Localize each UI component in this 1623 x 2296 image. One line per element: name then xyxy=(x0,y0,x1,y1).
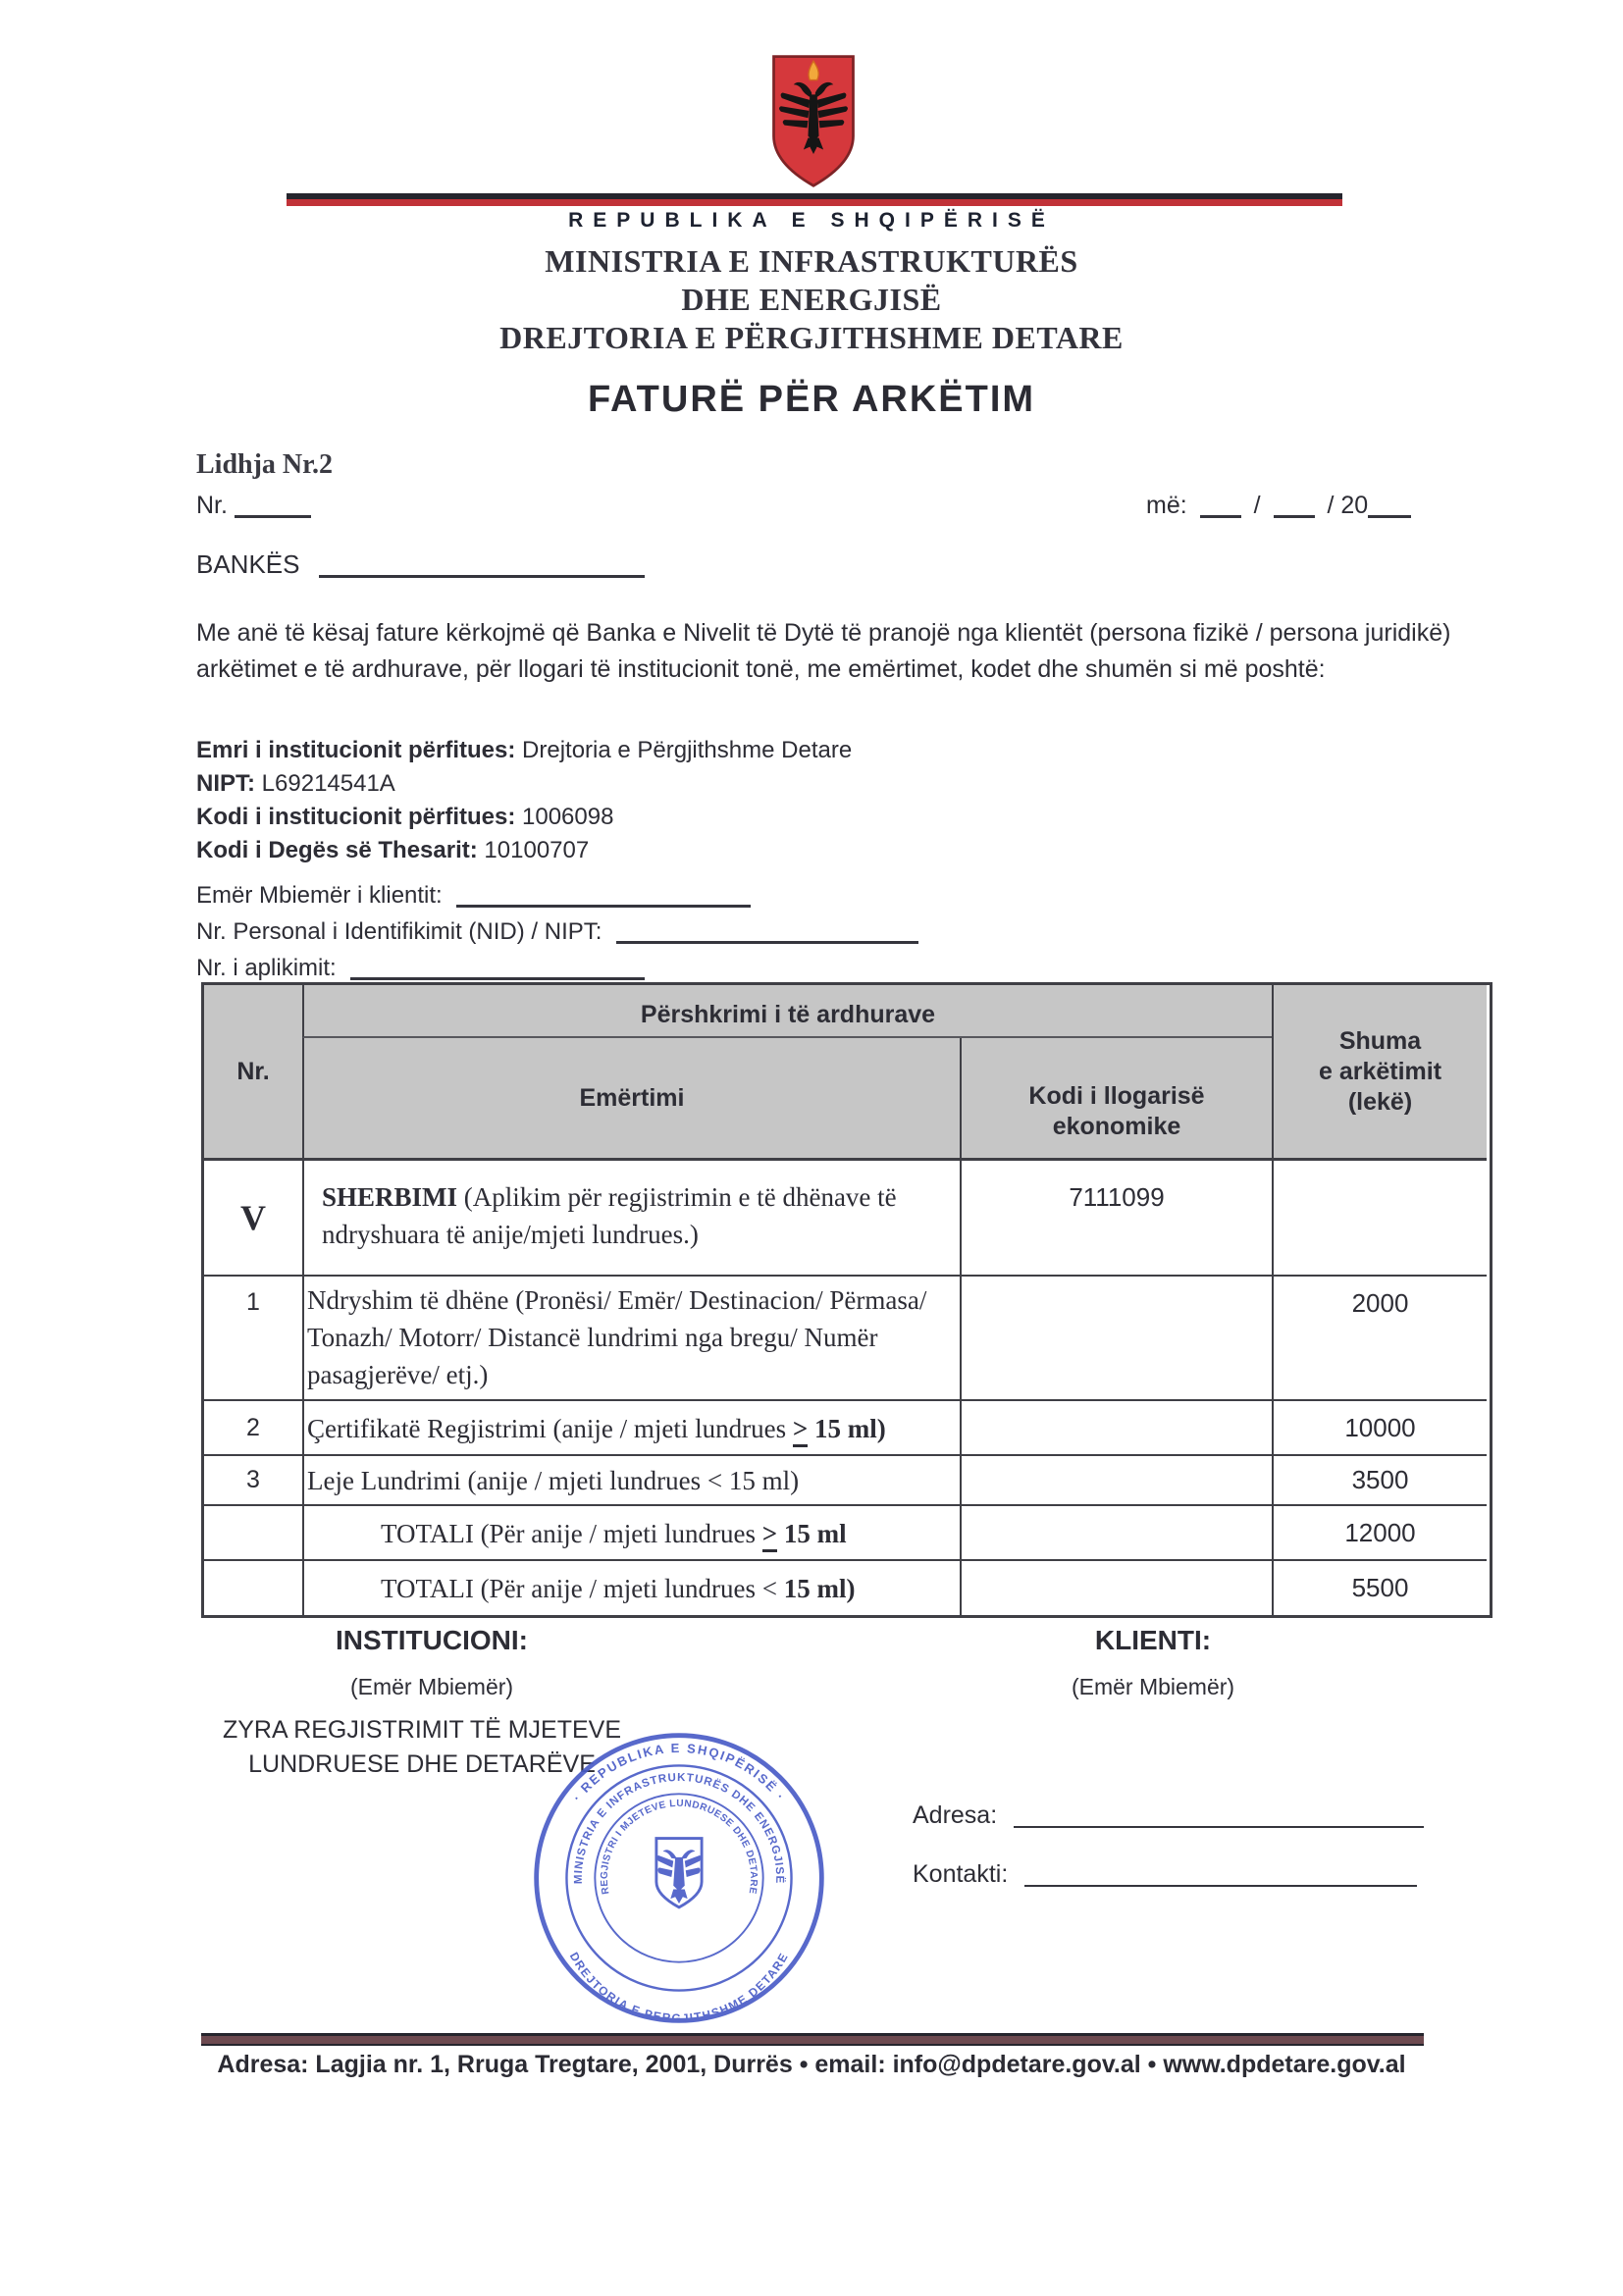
row-2-text: Çertifikatë Regjistrimi (anije / mjeti lundrues xyxy=(307,1413,793,1443)
ministry-line-1: MINISTRIA E INFRASTRUKTURËS xyxy=(545,243,1078,279)
client-signature-label: KLIENTI: xyxy=(1094,1625,1212,1655)
table-row-2-amount: 10000 xyxy=(1272,1399,1487,1454)
table-total1-amount: 12000 xyxy=(1272,1504,1487,1559)
address-blank-line xyxy=(1014,1804,1424,1828)
table-row-1-amount: 2000 xyxy=(1272,1275,1487,1399)
treasury-branch-value: 10100707 xyxy=(484,837,590,863)
contact-label: Kontakti: xyxy=(913,1860,1009,1888)
table-total2-code xyxy=(960,1559,1272,1615)
nr-blank-line xyxy=(235,494,311,518)
date-separator: / xyxy=(1253,492,1261,519)
registry-office-line2: LUNDRUESE DHE DETARËVE xyxy=(248,1750,596,1778)
col-header-amount-line1: Shuma xyxy=(1338,1026,1422,1055)
bank-field xyxy=(196,549,645,580)
footer-contact-line: Adresa: Lagjia nr. 1, Rruga Tregtare, 2001, Durrës • email: info@dpdetare.gov.al • www.dpdetare.gov.al xyxy=(217,2051,1406,2078)
footer-rule xyxy=(201,2033,1424,2046)
table-row-v-name xyxy=(302,1158,960,1275)
registry-office-line1: ZYRA REGJISTRIMIT TË MJETEVE xyxy=(222,1716,622,1744)
republic-label: REPUBLIKA E SHQIPËRISË xyxy=(568,209,1055,232)
row-2-geq-sign: > xyxy=(793,1414,808,1447)
col-header-name: Emërtimi xyxy=(302,1038,960,1158)
contact-blank-line xyxy=(1024,1863,1417,1887)
client-name-hint: (Emër Mbiemër) xyxy=(1071,1674,1235,1699)
ministry-heading xyxy=(0,242,1623,357)
date-label: më: xyxy=(1146,492,1187,519)
document-title: FATURË PËR ARKËTIM xyxy=(587,379,1036,420)
table-row-1-name: Ndryshim të dhëne (Pronësi/ Emër/ Destinacion/ Përmasa/ Tonazh/ Motorr/ Distancë lundrimi nga bregu/ Numër pasagjerëve/ etj.) xyxy=(302,1275,960,1399)
table-row-3-code xyxy=(960,1454,1272,1504)
stamp-ring-outer-bottom: DREJTORIA E PERGJITHSHME DETARE xyxy=(566,1950,792,2026)
table-row-v-code: 7111099 xyxy=(960,1158,1272,1275)
institution-code-line xyxy=(196,801,852,834)
institution-code-label: Kodi i institucionit përfitues: xyxy=(196,804,516,830)
table-row-2-code xyxy=(960,1399,1272,1454)
official-stamp xyxy=(528,1727,830,2029)
table-row-2-name xyxy=(302,1399,960,1454)
table-total2-nr xyxy=(204,1559,302,1615)
nipt-label: NIPT: xyxy=(196,770,255,797)
address-label: Adresa: xyxy=(913,1801,998,1829)
table-row-3-name: Leje Lundrimi (anije / mjeti lundrues < 15 ml) xyxy=(302,1454,960,1504)
institution-signature-label: INSTITUCIONI: xyxy=(336,1625,528,1655)
date-field xyxy=(1146,492,1411,520)
treasury-branch-line xyxy=(196,834,852,867)
row-2-bold-tail: 15 ml) xyxy=(808,1413,886,1443)
total1-bold-tail: 15 ml xyxy=(777,1518,847,1548)
client-name-label: Emër Mbiemër i klientit: xyxy=(196,882,443,909)
total2-bold-tail: 15 ml) xyxy=(783,1574,856,1603)
table-row-1-code xyxy=(960,1275,1272,1399)
row-v-mark: V xyxy=(240,1198,266,1237)
intro-paragraph: Me anë të kësaj fature kërkojmë që Banka e Nivelit të Dytë të pranojë nga klientët (persona fizikë / persona juridikë) arkëtimet e të ardhurave, për llogari të institucionit tonë, me emërtimet, kodet dhe shumën si më poshtë: xyxy=(196,619,1451,683)
client-nid-label: Nr. Personal i Identifikimit (NID) / NIPT: xyxy=(196,918,602,945)
service-name-rest: (Aplikim për regjistrimin e të dhënave të ndryshuara të anije/mjeti lundrues.) xyxy=(322,1182,897,1249)
stamp-ring-middle: MINISTRIA E INFRASTRUKTURËS DHE ENERGJISË xyxy=(572,1771,786,1885)
table-total2-amount: 5500 xyxy=(1272,1559,1487,1615)
col-header-code-line1: Kodi i llogarisë xyxy=(1028,1082,1205,1110)
directorate-line: DREJTORIA E PËRGJITHSHME DETARE xyxy=(499,320,1124,355)
col-header-amount-line2: e arkëtimit xyxy=(1318,1057,1442,1085)
stamp-ring-inner: REGJISTRI I MJETEVE LUNDRUESE DHE DETARE xyxy=(599,1798,759,1896)
institution-name-line xyxy=(196,734,852,767)
client-nid-blank xyxy=(616,919,918,944)
date-month-blank xyxy=(1274,494,1315,518)
total2-text: TOTALI (Për anije / mjeti lundrues < xyxy=(381,1574,784,1603)
address-field xyxy=(913,1801,1424,1830)
col-header-amount-line3: (lekë) xyxy=(1347,1087,1413,1116)
institution-name-value: Drejtoria e Përgjithshme Detare xyxy=(522,737,853,763)
table-total1-nr xyxy=(204,1504,302,1559)
nipt-line xyxy=(196,767,852,801)
institution-details xyxy=(196,734,852,867)
application-nr-blank xyxy=(350,956,645,980)
header-rule xyxy=(287,193,1342,206)
col-header-amount xyxy=(1272,985,1487,1158)
date-day-blank xyxy=(1200,494,1241,518)
table-row-3-nr: 3 xyxy=(204,1454,302,1504)
nipt-value: L69214541A xyxy=(261,770,395,797)
date-year-prefix: / 20 xyxy=(1327,492,1369,519)
client-nid-line xyxy=(196,914,918,950)
institution-name-label: Emri i institucionit përfitues: xyxy=(196,737,516,763)
application-nr-label: Nr. i aplikimit: xyxy=(196,955,337,981)
total1-geq-sign: > xyxy=(762,1519,777,1552)
col-header-code xyxy=(960,1038,1272,1158)
institution-code-value: 1006098 xyxy=(522,804,614,830)
nr-field xyxy=(196,492,311,520)
service-name-bold: SHERBIMI xyxy=(322,1182,458,1212)
col-header-description-group: Përshkrimi i të ardhurave xyxy=(302,985,1272,1038)
treasury-branch-label: Kodi i Degës së Thesarit: xyxy=(196,837,478,863)
institution-name-hint: (Emër Mbiemër) xyxy=(349,1674,514,1699)
albania-coat-of-arms xyxy=(768,51,859,190)
col-header-nr: Nr. xyxy=(204,985,302,1158)
application-nr-line xyxy=(196,951,918,986)
bank-label: BANKËS xyxy=(196,549,300,579)
table-row-3-amount: 3500 xyxy=(1272,1454,1487,1504)
client-name-blank xyxy=(456,883,751,908)
client-name-line xyxy=(196,878,918,913)
table-row-2-nr: 2 xyxy=(204,1399,302,1454)
tariff-table xyxy=(201,982,1492,1618)
table-row-v-amount xyxy=(1272,1158,1487,1275)
client-details xyxy=(196,878,918,987)
table-row-v-nr xyxy=(204,1158,302,1275)
stamp-ring-outer-top: · REPUBLIKA E SHQIPËRISË · xyxy=(569,1740,789,1804)
table-total2-name xyxy=(302,1559,960,1615)
table-row-1-nr: 1 xyxy=(204,1275,302,1399)
table-total1-name xyxy=(302,1504,960,1559)
ministry-line-2: DHE ENERGJISË xyxy=(681,282,942,317)
col-header-code-line2: ekonomike xyxy=(1052,1113,1181,1140)
attachment-label: Lidhja Nr.2 xyxy=(196,449,334,480)
contact-field xyxy=(913,1860,1417,1889)
table-total1-code xyxy=(960,1504,1272,1559)
bank-blank-line xyxy=(319,553,645,578)
date-year-blank xyxy=(1368,494,1411,518)
total1-text: TOTALI (Për anije / mjeti lundrues xyxy=(381,1518,762,1548)
nr-label: Nr. xyxy=(196,492,228,519)
